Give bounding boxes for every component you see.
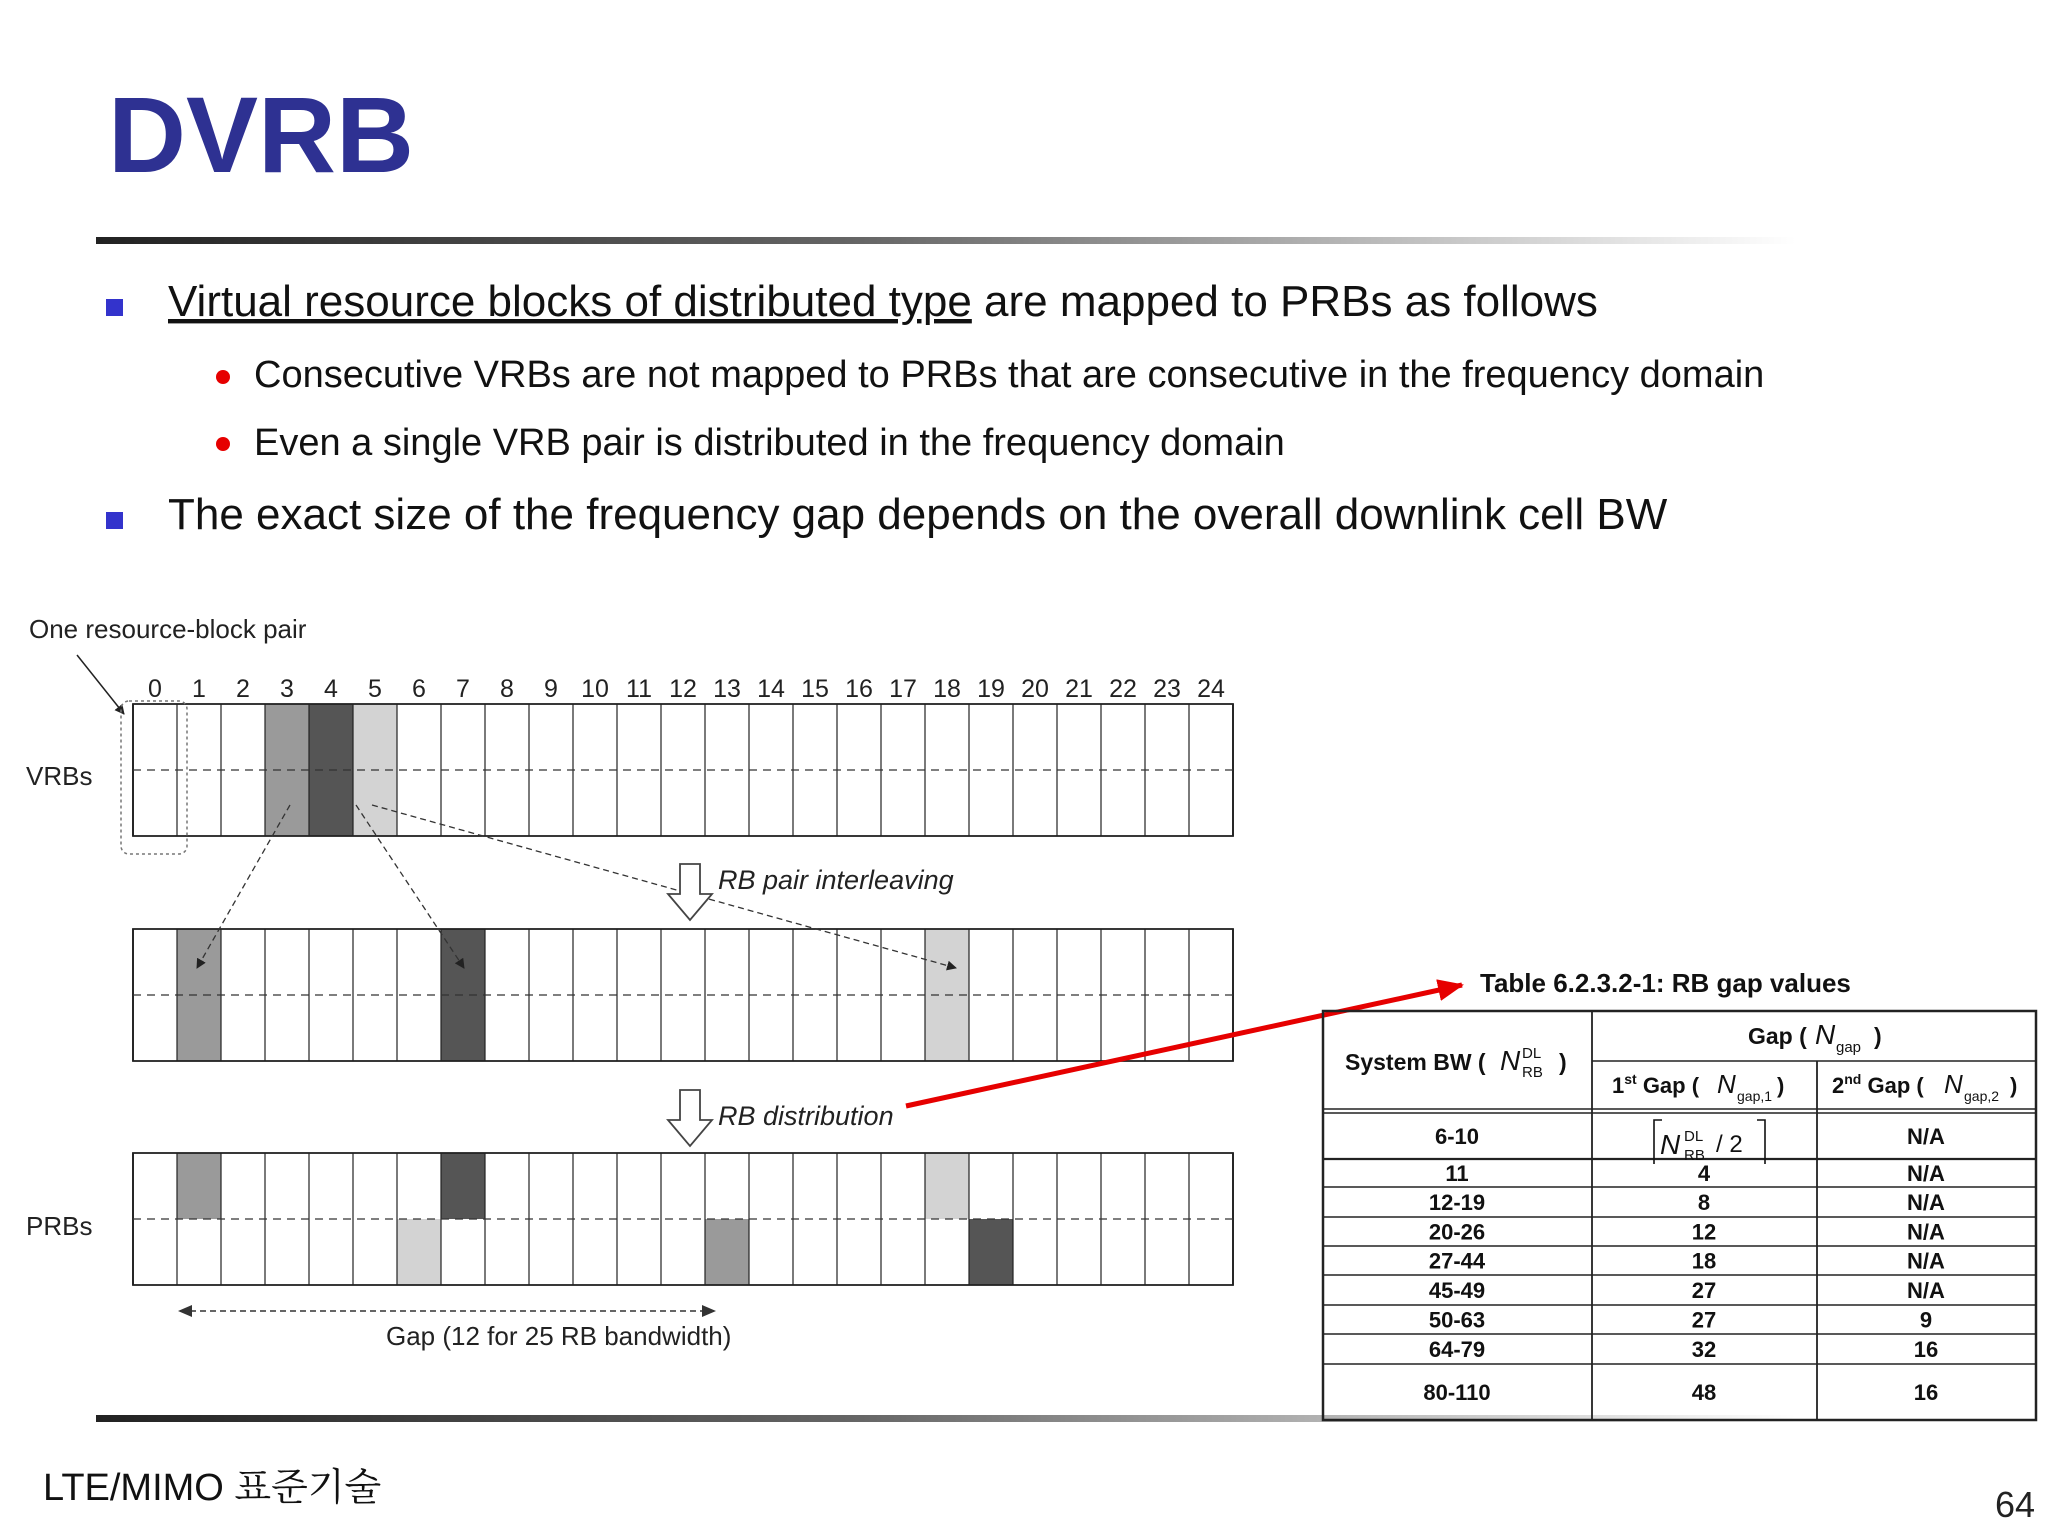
- gap-table-gap2: 9: [1919, 1307, 1933, 1333]
- head-gap1-text: Gap (: [1636, 1073, 1700, 1098]
- interleaving-label: RB pair interleaving: [718, 865, 954, 895]
- gap-table-gap1: 27: [1691, 1278, 1717, 1303]
- head-gap2-N: N: [1944, 1069, 1963, 1099]
- rb-index-17: 17: [889, 675, 917, 703]
- gap-table-bw: 27-44: [1428, 1248, 1486, 1274]
- bullet-1-rest: are mapped to PRBs as follows: [971, 277, 1598, 326]
- gap-table-gap1: 18: [1691, 1248, 1717, 1274]
- gap-table-gap2: N/A: [1907, 1219, 1945, 1245]
- gap-table-bw: 50-63: [1428, 1307, 1486, 1333]
- rb-cell-top-shaded: [177, 1153, 221, 1219]
- bullet-3: Even a single VRB pair is distributed in the frequency domain: [254, 422, 1285, 464]
- gap-label: Gap (12 for 25 RB bandwidth): [386, 1321, 732, 1351]
- rb-index-9: 9: [544, 675, 558, 703]
- ceil-div: / 2: [1716, 1131, 1743, 1158]
- head-gap: Gap (: [1748, 1023, 1807, 1049]
- head-gap2-close: ): [2010, 1073, 2018, 1098]
- rb-cell-bottom-shaded: [969, 1219, 1013, 1285]
- rb-index-20: 20: [1021, 675, 1049, 703]
- head-system-bw-DL: DL: [1522, 1045, 1542, 1062]
- rb-cell-top-shaded: [925, 1153, 969, 1219]
- head-gap2: [1832, 1071, 1924, 1098]
- gap-arrow-left-head: [178, 1305, 192, 1317]
- rb-index-22: 22: [1109, 675, 1137, 703]
- head-gap2-sub: gap,2: [1964, 1088, 2000, 1104]
- slide-title: DVRB: [108, 74, 415, 195]
- bullet-4: The exact size of the frequency gap depends on the overall downlink cell BW: [168, 490, 1668, 539]
- rb-index-5: 5: [368, 675, 382, 703]
- rb-index-10: 10: [581, 675, 609, 703]
- gap-table-gap2: N/A: [1907, 1278, 1945, 1303]
- head-gap1-N: N: [1717, 1069, 1736, 1099]
- gap-table-gap1: 27: [1691, 1307, 1717, 1333]
- rb-index-24: 24: [1197, 675, 1225, 703]
- head-gap1-close: ): [1777, 1073, 1785, 1098]
- gap-table-gap1: 4: [1697, 1161, 1711, 1186]
- bullet-dot-2: [216, 370, 230, 384]
- rb-pair-pointer: [77, 655, 124, 714]
- rb-index-12: 12: [669, 675, 697, 703]
- gap-table-body: [1323, 1124, 2036, 1405]
- head-gap-N: N: [1815, 1019, 1836, 1050]
- gap-table-gap1: 8: [1697, 1190, 1711, 1215]
- gap-table-bw: 6-10: [1434, 1124, 1480, 1149]
- gap-table-bw: 20-26: [1428, 1219, 1486, 1245]
- top-rule: [96, 237, 1796, 244]
- gap-table-gap2: N/A: [1907, 1190, 1945, 1215]
- rb-index-14: 14: [757, 675, 785, 703]
- head-system-bw-N: N: [1500, 1045, 1521, 1076]
- gap-table-bw: 11: [1445, 1161, 1469, 1186]
- gap-table-gap2: 16: [1913, 1380, 1939, 1405]
- rb-index-23: 23: [1153, 675, 1181, 703]
- rb-cell-bottom-shaded: [705, 1219, 749, 1285]
- bullet-2: Consecutive VRBs are not mapped to PRBs that are consecutive in the frequency domain: [254, 354, 1765, 396]
- rb-index-15: 15: [801, 675, 829, 703]
- bullet-1-underlined: Virtual resource blocks of distributed type: [168, 277, 972, 326]
- head-gap-close: ): [1874, 1023, 1882, 1049]
- rb-cell-top-shaded: [441, 1153, 485, 1219]
- rb-index-0: 0: [148, 675, 162, 703]
- gap-table-gap2: N/A: [1907, 1161, 1945, 1186]
- head-gap1-sup: st: [1624, 1071, 1637, 1087]
- bullet-square-4: [106, 512, 123, 529]
- footer-text: LTE/MIMO 표준기술: [43, 1467, 382, 1509]
- rb-index-7: 7: [456, 675, 470, 703]
- rb-index-6: 6: [412, 675, 426, 703]
- head-gap2-sup: nd: [1844, 1071, 1862, 1087]
- distribution-down-arrow: [668, 1090, 712, 1146]
- ceil-DL: DL: [1684, 1128, 1704, 1145]
- rb-index-4: 4: [324, 675, 338, 703]
- rb-cell-bottom-shaded: [397, 1219, 441, 1285]
- gap-table-bw: 64-79: [1428, 1337, 1486, 1362]
- bullet-square-1: [106, 299, 123, 316]
- rb-index-16: 16: [845, 675, 873, 703]
- gap-table-gap1: 12: [1691, 1219, 1717, 1245]
- interleaved-grid: [133, 929, 1233, 1061]
- head-gap2-num: 2: [1832, 1073, 1845, 1098]
- gap-table-gap2: 16: [1913, 1337, 1939, 1362]
- rb-index-1: 1: [192, 675, 206, 703]
- vrbs-label: VRBs: [26, 761, 93, 791]
- rb-index-8: 8: [500, 675, 514, 703]
- gap-table: [1323, 968, 2036, 1420]
- head-system-bw-text: System BW (: [1345, 1049, 1486, 1075]
- gap-table-gap1: 48: [1691, 1380, 1717, 1405]
- ceil-RB: RB: [1684, 1147, 1705, 1164]
- prb-grid: [133, 1153, 1233, 1285]
- rb-cell-shaded: [177, 929, 221, 1061]
- ceil-N: N: [1660, 1129, 1681, 1160]
- rb-index-21: 21: [1065, 675, 1093, 703]
- head-gap1-sub: gap,1: [1737, 1088, 1773, 1104]
- rb-pair-label: One resource-block pair: [29, 614, 307, 644]
- gap-table-gap2: N/A: [1907, 1248, 1945, 1274]
- head-system-bw: [1345, 1049, 1486, 1075]
- gap-table-bw: 12-19: [1428, 1190, 1486, 1215]
- prbs-label: PRBs: [26, 1211, 93, 1241]
- rb-index-2: 2: [236, 675, 250, 703]
- head-system-bw-close: ): [1559, 1049, 1567, 1075]
- gap-table-gap1: 32: [1691, 1337, 1717, 1362]
- head-gap1: [1612, 1071, 1700, 1098]
- rb-index-row: [148, 675, 1225, 703]
- gap-table-gap2: N/A: [1907, 1124, 1945, 1149]
- head-gap-sub: gap: [1836, 1039, 1862, 1056]
- rb-index-11: 11: [626, 675, 652, 703]
- rb-index-18: 18: [933, 675, 961, 703]
- page-number: 64: [1994, 1484, 2035, 1525]
- gap-arrow-right-head: [702, 1305, 716, 1317]
- rb-index-3: 3: [280, 675, 294, 703]
- vrb-grid: [133, 704, 1233, 836]
- gap-table-bw: 45-49: [1428, 1278, 1486, 1303]
- head-gap2-text: Gap (: [1861, 1073, 1924, 1098]
- bullet-dot-3: [216, 437, 230, 451]
- bullet-1: [168, 277, 1598, 326]
- ceil-formula: [1654, 1120, 1765, 1164]
- distribution-label: RB distribution: [718, 1101, 894, 1131]
- rb-index-13: 13: [713, 675, 741, 703]
- head-system-bw-RB: RB: [1522, 1064, 1543, 1081]
- red-pointer-arrow: [906, 985, 1462, 1106]
- ceil-right-bracket: [1757, 1120, 1765, 1164]
- gap-table-bw: 80-110: [1423, 1380, 1491, 1405]
- rb-index-19: 19: [977, 675, 1005, 703]
- interleaving-down-arrow: [668, 864, 712, 920]
- gap-table-caption: Table 6.2.3.2-1: RB gap values: [1480, 968, 1851, 998]
- head-gap1-num: 1: [1612, 1073, 1625, 1098]
